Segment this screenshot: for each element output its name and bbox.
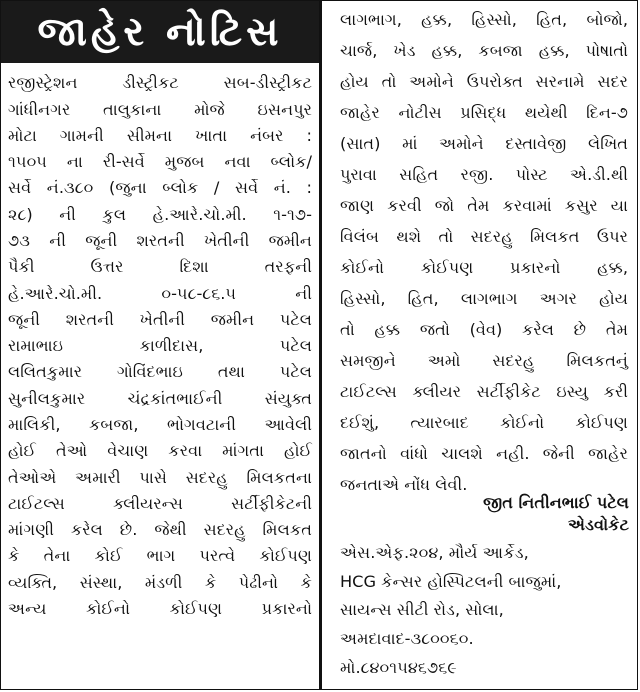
left-line-12: લલિતકુમાર ગોવિંદભાઇ તથા પટેલ xyxy=(8,362,312,381)
left-column xyxy=(1,1,319,689)
left-line-7: ૭૩ ની જૂની શરતની ખેતીની જમીન xyxy=(8,231,312,250)
right-line-14: દઈશું, ત્યારબાદ કોઈનો કોઈપણ xyxy=(340,413,628,432)
left-line-15: હોઈ તેઓ વેચાણ કરવા માંગતા હોઈ xyxy=(8,441,312,460)
left-line-10: જૂની શરતની ખેતીની જમીન પટેલ xyxy=(8,310,312,329)
left-line-19: કે તેના કોઈ ભાગ પરત્વે કોઈપણ xyxy=(8,546,312,565)
right-line-2: ચાર્જ, ખેડ હક્ક, કબજા હક્ક, પોષાતો xyxy=(340,41,628,60)
right-line-5: (સાત) માં અમોને દસ્તાવેજી લેખિત xyxy=(340,134,628,153)
right-line-7: જાણ કરવી જો તેમ કરવામાં કસુર યા xyxy=(340,196,628,215)
left-line-11: રામાભાઇ કાળીદાસ, પટેલ xyxy=(8,336,312,355)
left-line-5: સર્વે નં.૩૮૦ (જુના બ્લોક / સર્વે નં. : xyxy=(8,178,312,197)
left-line-6: ૨૮) ની કુલ હે.આરે.ચો.મી. ૧-૧૭- xyxy=(8,205,312,224)
phone-number: મો.૮૪૦૧૫૪૬૭૬૯ xyxy=(340,658,457,677)
right-line-12: સમજીને અમો સદરહુ મિલકતનું xyxy=(340,351,628,370)
left-line-20: વ્યક્તિ, સંસ્થા, મંડળી કે પેઢીનો કે xyxy=(8,573,312,592)
right-line-10: હિસ્સો, હિત, લાગભાગ અગર હોય xyxy=(340,289,628,308)
right-line-1: લાગભાગ, હક્ક, હિસ્સો, હિત, બોજો, xyxy=(340,10,628,29)
right-column xyxy=(322,1,639,689)
right-line-3: હોય તો અમોને ઉપરોક્ત સરનામે સદર xyxy=(340,72,628,91)
right-line-9: કોઈનો કોઈપણ પ્રકારનો હક્ક, xyxy=(340,258,628,277)
left-line-1: રજીસ્ટ્રેશન ડીસ્ટ્રીકટ સબ-ડીસ્ટ્રીકટ xyxy=(8,73,312,92)
advocate-designation: એડવોકેટ xyxy=(568,515,629,534)
notice-title: જાહેર નોટિસ xyxy=(1,1,319,63)
right-line-6: પુરાવા સહિત રજી. પોસ્ટ એ.ડી.થી xyxy=(340,165,628,184)
right-line-11: તો હક્ક જતો (વેવ) કરેલ છે તેમ xyxy=(340,320,628,339)
address-line-3: સાયન્સ સીટી રોડ, સોલા, xyxy=(340,600,504,619)
left-line-4: ૧૫૦૫ ના રી-સર્વે મુજબ નવા બ્લોક/ xyxy=(8,152,312,171)
address-line-4: અમદાવાદ-૩૮૦૦૬૦. xyxy=(340,629,474,648)
right-line-8: વિલંબ થશે તો સદરહુ મિલકત ઉપર xyxy=(340,227,628,246)
left-line-17: ટાઈટલ્સ ક્લીયરન્સ સર્ટીફીકેટની xyxy=(8,494,312,513)
right-line-13: ટાઈટલ્સ ક્લીયર સર્ટીફીકેટ ઇસ્યુ કરી xyxy=(340,382,628,401)
left-line-14: માલિકી, કબજા, ભોગવટાની આવેલી xyxy=(8,415,312,434)
left-line-21: અન્ય કોઈનો કોઈપણ પ્રકારનો xyxy=(8,599,312,618)
right-line-4: જાહેર નોટીસ પ્રસિદ્ધ થયેથી દિન-૭ xyxy=(340,103,628,122)
left-line-13: સુનીલકુમાર ચંદ્રકાંતભાઈની સંયુક્ત xyxy=(8,389,312,408)
left-line-8: પૈકી ઉત્તર દિશા તરફની xyxy=(8,257,312,276)
left-line-16: તેઓએ અમારી પાસે સદરહુ મિલકતના xyxy=(8,468,312,487)
address-line-2: HCG કેન્સર હોસ્પિટલની બાજુમાં, xyxy=(340,572,562,591)
left-line-9: હે.આરે.ચો.મી. ૦-૫૮-૮૬.૫ ની xyxy=(8,284,312,303)
right-line-15: જાતનો વાંધો ચાલશે નહી. જેની જાહેર xyxy=(340,444,628,463)
advocate-name: જીત નિતીનભાઈ પટેલ xyxy=(483,493,629,512)
left-line-3: મોટા ગામની સીમના ખાતા નંબર : xyxy=(8,126,312,145)
address-line-1: એસ.એફ.૨૦૪, મૌર્ય આર્કેડ, xyxy=(340,543,529,562)
left-line-18: માંગણી કરેલ છે. જેથી સદરહુ મિલકત xyxy=(8,520,312,539)
right-line-16: જનતાએ નોંધ લેવી. xyxy=(340,475,468,494)
left-line-2: ગાંધીનગર તાલુકાના મોજે ઇસનપુર xyxy=(8,100,312,119)
